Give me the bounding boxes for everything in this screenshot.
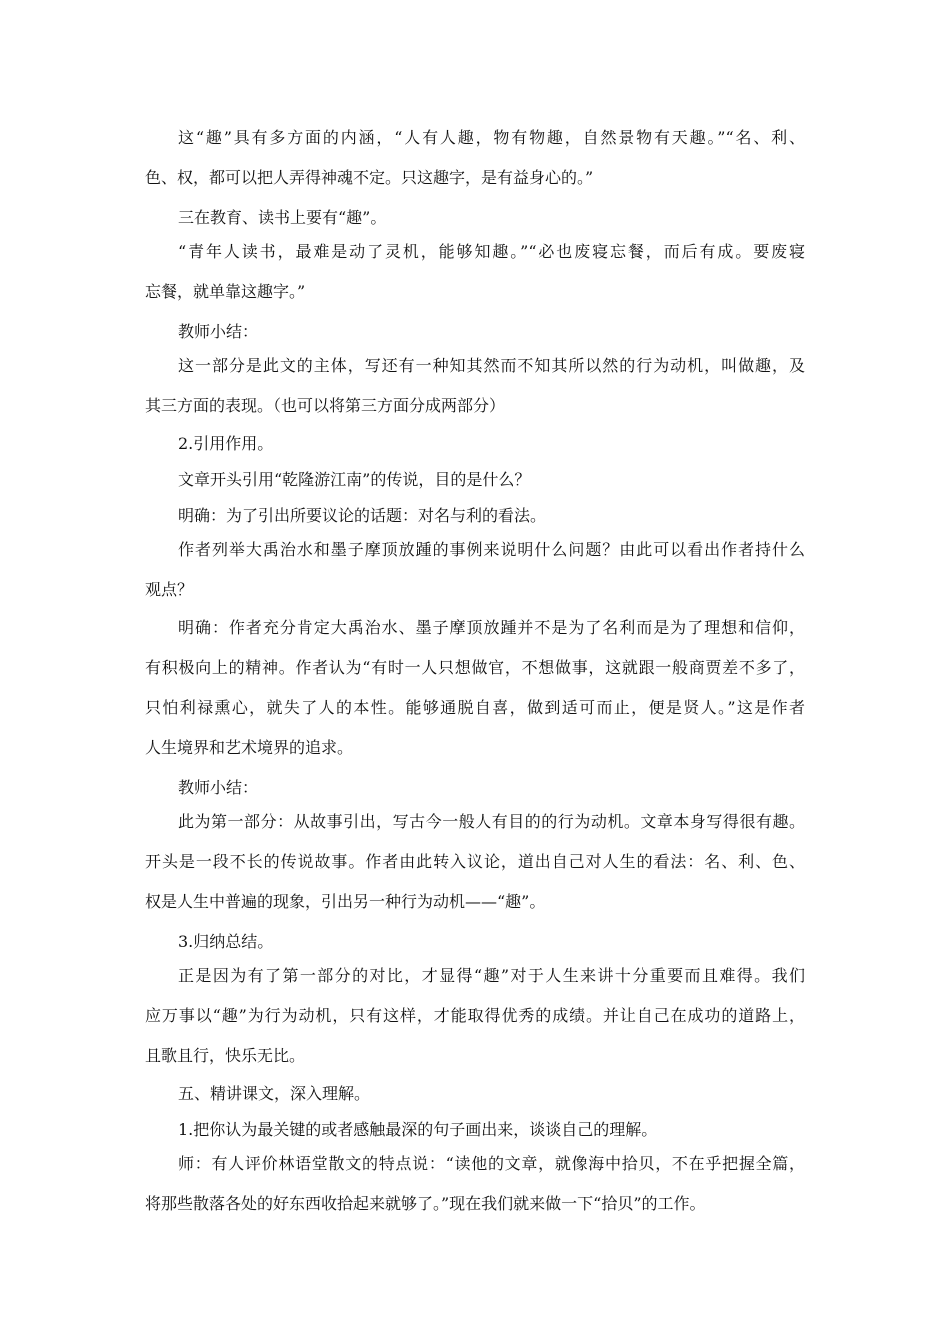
- text-line: 忘餐，就单靠这趣字。”: [145, 282, 306, 301]
- answer: 明确：作者充分肯定大禹治水、墨子摩顶放踵并不是为了名利而是为了理想和信仰，: [178, 618, 805, 637]
- text-line: 这一部分是此文的主体，写还有一种知其然而不知其所以然的行为动机，叫做趣，及: [178, 356, 805, 375]
- answer: 只怕利禄熏心，就失了人的本性。能够通脱自喜，做到适可而止，便是贤人。”这是作者: [145, 698, 805, 717]
- text-line: 权是人生中普遍的现象，引出另一种行为动机——“趣”。: [145, 892, 546, 911]
- instruction: 1.把你认为最关键的或者感触最深的句子画出来，谈谈自己的理解。: [178, 1120, 658, 1139]
- section-heading: 2.引用作用。: [178, 434, 274, 453]
- question: 作者列举大禹治水和墨子摩顶放踵的事例来说明什么问题？由此可以看出作者持什么: [178, 540, 805, 559]
- text-line: 且歌且行，快乐无比。: [145, 1046, 306, 1065]
- section-label: 教师小结：: [178, 322, 259, 341]
- question: 文章开头引用“乾隆游江南”的传说，目的是什么？: [178, 470, 531, 489]
- text-line: 正是因为有了第一部分的对比，才显得“趣”对于人生来讲十分重要而且难得。我们: [178, 966, 805, 985]
- text-line: 师：有人评价林语堂散文的特点说：“读他的文章，就像海中拾贝，不在乎把握全篇，: [178, 1154, 805, 1173]
- answer: 有积极向上的精神。作者认为“有时一人只想做官，不想做事，这就跟一般商贾差不多了，: [145, 658, 805, 677]
- text-line: 应万事以“趣”为行为动机，只有这样，才能取得优秀的成绩。并让自己在成功的道路上，: [145, 1006, 805, 1025]
- text-line: 其三方面的表现。（也可以将第三方面分成两部分）: [145, 396, 506, 415]
- text-line: 这“趣”具有多方面的内涵，“人有人趣，物有物趣，自然景物有天趣。”“名、利、: [178, 128, 805, 147]
- question: 观点？: [145, 580, 194, 599]
- text-line: 开头是一段不长的传说故事。作者由此转入议论，道出自己对人生的看法：名、利、色、: [145, 852, 805, 871]
- text-line: “青年人读书，最难是动了灵机，能够知趣。”“必也废寝忘餐，而后有成。要废寝: [178, 242, 805, 261]
- answer: 人生境界和艺术境界的追求。: [145, 738, 354, 757]
- answer: 明确：为了引出所要议论的话题：对名与利的看法。: [178, 506, 547, 525]
- section-heading: 3.归纳总结。: [178, 932, 274, 951]
- text-line: 色、权，都可以把人弄得神魂不定。只这趣字，是有益身心的。”: [145, 168, 594, 187]
- text-line: 三在教育、读书上要有“趣”。: [178, 208, 387, 227]
- section-label: 教师小结：: [178, 778, 259, 797]
- text-line: 将那些散落各处的好东西收拾起来就够了。”现在我们就来做一下“拾贝”的工作。: [145, 1194, 706, 1213]
- section-heading: 五、精讲课文，深入理解。: [178, 1084, 371, 1103]
- text-line: 此为第一部分：从故事引出，写古今一般人有目的的行为动机。文章本身写得很有趣。: [178, 812, 805, 831]
